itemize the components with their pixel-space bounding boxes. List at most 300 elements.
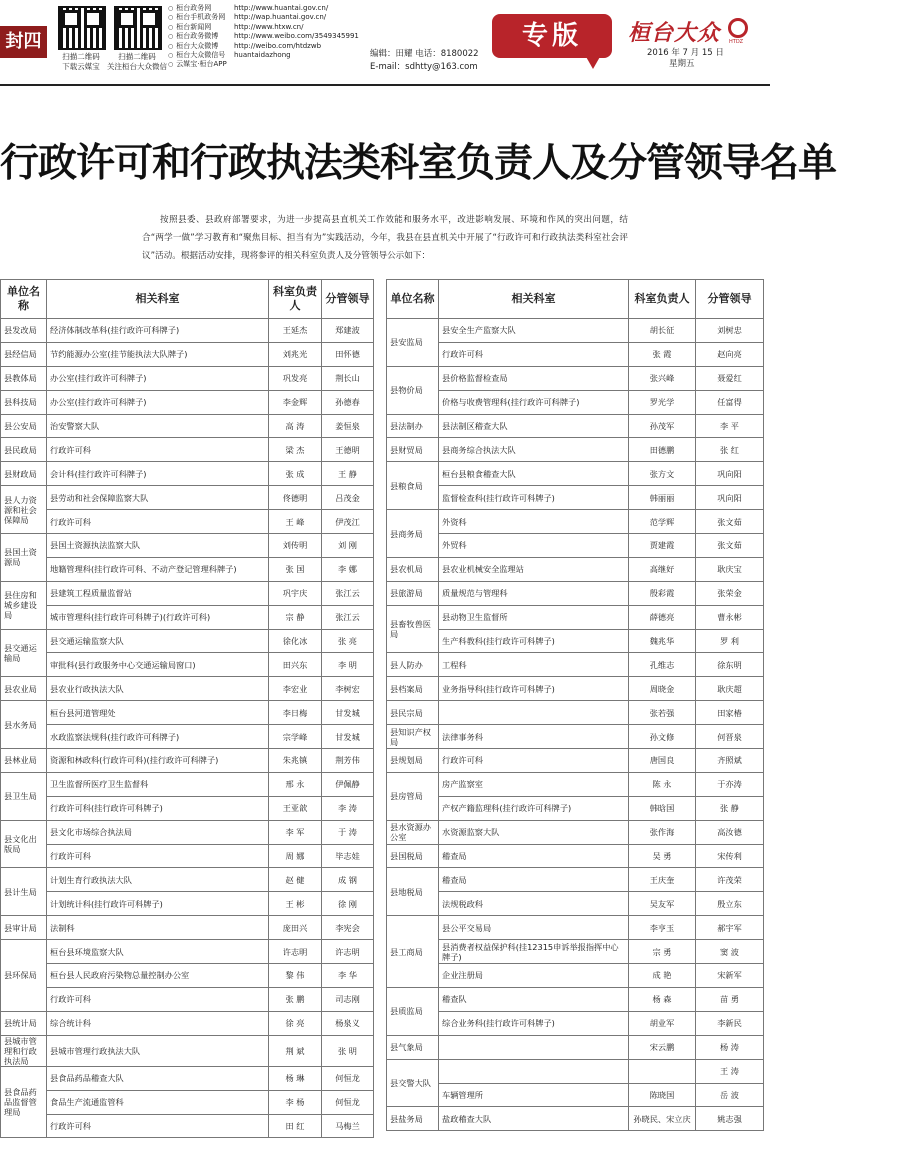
unit-name-cell: 县住房和城乡建设局 <box>1 581 47 629</box>
table-row <box>1 1114 374 1138</box>
table-row <box>387 892 764 916</box>
unit-name-cell: 县科技局 <box>1 390 47 414</box>
leader-cell: 成 钢 <box>322 868 374 892</box>
dept-cell: 法律事务科 <box>439 725 629 749</box>
leader-cell: 赵向亮 <box>696 342 764 366</box>
head-cell: 贾建霞 <box>629 534 696 558</box>
media-link-row[interactable]: ○ 桓台大众微信号 huantaidazhong <box>168 51 359 60</box>
table-row <box>387 701 764 725</box>
head-cell: 刘兆光 <box>269 342 322 366</box>
dept-cell: 县建筑工程质量监督站 <box>47 581 269 605</box>
table-row <box>1 486 374 510</box>
table-row <box>1 366 374 390</box>
head-cell: 邢 永 <box>269 772 322 796</box>
leader-cell: 毕志娃 <box>322 844 374 868</box>
head-cell: 孙文修 <box>629 725 696 749</box>
dept-cell: 卫生监督所医疗卫生监督科 <box>47 772 269 796</box>
head-cell: 胡业军 <box>629 1011 696 1035</box>
unit-name-cell: 县城市管理和行政执法局 <box>1 1035 47 1066</box>
leader-cell: 徐东明 <box>696 653 764 677</box>
table-row <box>1 629 374 653</box>
section-banner: 专版 <box>492 14 612 58</box>
leader-cell: 伊茂江 <box>322 510 374 534</box>
table-row <box>1 892 374 916</box>
head-cell: 孙晓民、宋立庆 <box>629 1107 696 1131</box>
leader-cell: 刘 刚 <box>322 534 374 558</box>
leader-cell: 张 红 <box>696 438 764 462</box>
dept-cell <box>439 1059 629 1083</box>
table-row <box>387 964 764 988</box>
intro-paragraph: 按照县委、县政府部署要求，为进一步提高县直机关工作效能和服务水平，改进影响发展、环境和作风的突出问题，结合“两学一做”学习教育和“聚焦目标、担当有为”实践活动，今年，我县在县直机关中开展了“行政许可和行政执法类科室社会评议”活动。根据活动安排，现将参评的相关科室负责人及分管领导公示如下： <box>142 215 628 261</box>
unit-name-cell: 县文化出版局 <box>1 820 47 868</box>
head-cell: 王 彬 <box>269 892 322 916</box>
table-row <box>387 1083 764 1107</box>
table-row <box>1 462 374 486</box>
leader-cell: 孙德春 <box>322 390 374 414</box>
head-cell: 李 军 <box>269 820 322 844</box>
table-row <box>1 940 374 964</box>
dept-cell: 地籍管理科(挂行政许可科、不动产登记管理科牌子) <box>47 557 269 581</box>
leader-cell: 李 明 <box>322 653 374 677</box>
page-tag: 封四 <box>0 26 47 58</box>
head-cell: 佟德明 <box>269 486 322 510</box>
unit-name-cell: 县人力资源和社会保障局 <box>1 486 47 534</box>
leader-cell: 任富得 <box>696 390 764 414</box>
unit-name-cell: 县知识产权局 <box>387 725 439 749</box>
head-cell <box>629 1059 696 1083</box>
head-cell: 陈 永 <box>629 772 696 796</box>
dept-cell: 县价格监督检查局 <box>439 366 629 390</box>
head-cell: 巩发亮 <box>269 366 322 390</box>
head-cell: 王庆奎 <box>629 868 696 892</box>
dept-cell: 行政许可科 <box>47 510 269 534</box>
head-cell: 吴 勇 <box>629 844 696 868</box>
media-link-row[interactable]: ○ 桓台手机政务网 http://wap.huantai.gov.cn/ <box>168 13 359 22</box>
table-row <box>1 1011 374 1035</box>
table-row <box>387 844 764 868</box>
dept-cell: 水政监察法规科(挂行政许可科牌子) <box>47 725 269 749</box>
leader-cell: 岳 波 <box>696 1083 764 1107</box>
dept-cell: 县动物卫生监督所 <box>439 605 629 629</box>
leader-cell: 曹永彬 <box>696 605 764 629</box>
media-link-row[interactable]: ○ 桓台新闻网 http://www.htxw.cn/ <box>168 23 359 32</box>
head-cell: 李亨玉 <box>629 916 696 940</box>
head-cell: 庞田兴 <box>269 916 322 940</box>
head-cell: 李 杨 <box>269 1090 322 1114</box>
leader-cell: 徐 刚 <box>322 892 374 916</box>
media-link-row[interactable]: ○ 桓台政务微博 http://www.weibo.com/3549345991 <box>168 32 359 41</box>
header-rule <box>0 84 770 86</box>
unit-name-cell: 县统计局 <box>1 1011 47 1035</box>
unit-name-cell: 县物价局 <box>387 366 439 414</box>
unit-name-cell: 县财政局 <box>1 462 47 486</box>
head-cell: 周晓金 <box>629 677 696 701</box>
table-row <box>387 510 764 534</box>
leader-cell: 李 涛 <box>322 796 374 820</box>
head-cell: 孙茂军 <box>629 414 696 438</box>
dept-cell: 法规税政科 <box>439 892 629 916</box>
table-row <box>1 510 374 534</box>
leader-cell: 王 静 <box>322 462 374 486</box>
table-row <box>1 1090 374 1114</box>
dept-cell: 审批科(县行政服务中心交通运输局窗口) <box>47 653 269 677</box>
leader-cell: 许志明 <box>322 940 374 964</box>
dept-cell <box>439 701 629 725</box>
leader-cell: 杨泉义 <box>322 1011 374 1035</box>
head-cell: 王 峰 <box>269 510 322 534</box>
leader-cell: 巩向阳 <box>696 462 764 486</box>
table-row <box>1 725 374 749</box>
unit-name-cell: 县盐务局 <box>387 1107 439 1131</box>
leader-cell: 李树宏 <box>322 677 374 701</box>
leader-cell: 耿庆超 <box>696 677 764 701</box>
unit-name-cell: 县审计局 <box>1 916 47 940</box>
col-header-dept: 相关科室 <box>439 280 629 319</box>
leader-cell: 罗 利 <box>696 629 764 653</box>
head-cell: 梁 杰 <box>269 438 322 462</box>
dept-cell: 经济体制改革科(挂行政许可科牌子) <box>47 319 269 343</box>
table-row <box>387 1035 764 1059</box>
table-row <box>387 557 764 581</box>
head-cell: 成 艳 <box>629 964 696 988</box>
table-row <box>387 605 764 629</box>
head-cell: 高继好 <box>629 557 696 581</box>
page-title: 行政许可和行政执法类科室负责人及分管领导名单 <box>0 140 837 186</box>
leader-cell: 许茂荣 <box>696 868 764 892</box>
dept-cell: 桓台县粮食稽查大队 <box>439 462 629 486</box>
leader-cell: 李宪会 <box>322 916 374 940</box>
col-header-head: 科室负责人 <box>629 280 696 319</box>
dept-cell: 资源和林政科(行政许可科)(挂行政许可科牌子) <box>47 749 269 773</box>
dept-cell: 车辆管理所 <box>439 1083 629 1107</box>
leader-cell: 宋传利 <box>696 844 764 868</box>
leader-cell: 于亦涛 <box>696 772 764 796</box>
dept-cell: 城市管理科(挂行政许可科牌子)(行政许可科) <box>47 605 269 629</box>
col-header-leader: 分管领导 <box>322 280 374 319</box>
leader-cell: 苗 勇 <box>696 987 764 1011</box>
head-cell: 张 霞 <box>629 342 696 366</box>
dept-cell: 产权产籍监理科(挂行政许可科牌子) <box>439 796 629 820</box>
leader-cell: 张 亮 <box>322 629 374 653</box>
dept-cell: 办公室(挂行政许可科牌子) <box>47 366 269 390</box>
unit-name-cell: 县林业局 <box>1 749 47 773</box>
unit-name-cell: 县农机局 <box>387 557 439 581</box>
leader-cell: 田家椿 <box>696 701 764 725</box>
head-cell: 陈晓国 <box>629 1083 696 1107</box>
dept-cell: 房产监察室 <box>439 772 629 796</box>
issue-date: 2016 年 7 月 15 日 星期五 <box>647 48 724 69</box>
head-cell: 杨 琳 <box>269 1066 322 1090</box>
leader-cell: 李 平 <box>696 414 764 438</box>
dept-cell: 行政许可科(挂行政许可科牌子) <box>47 796 269 820</box>
dept-cell: 行政许可科 <box>47 438 269 462</box>
head-cell: 张作海 <box>629 820 696 844</box>
leader-cell: 张 明 <box>322 1035 374 1066</box>
col-header-unit: 单位名称 <box>1 280 47 319</box>
unit-name-cell: 县安监局 <box>387 319 439 367</box>
unit-name-cell: 县商务局 <box>387 510 439 558</box>
dept-cell: 食品生产流通监管科 <box>47 1090 269 1114</box>
leader-cell: 司志刚 <box>322 987 374 1011</box>
dept-cell: 工程科 <box>439 653 629 677</box>
head-cell: 胡长征 <box>629 319 696 343</box>
leader-cell: 姚志强 <box>696 1107 764 1131</box>
media-links <box>168 4 359 70</box>
media-link-row[interactable]: ○ 桓台大众微博 http://weibo.com/htdzwb <box>168 42 359 51</box>
head-cell: 黎 伟 <box>269 964 322 988</box>
leader-cell: 殷立东 <box>696 892 764 916</box>
table-row <box>387 916 764 940</box>
head-cell: 宗 静 <box>269 605 322 629</box>
head-cell: 周 娜 <box>269 844 322 868</box>
dept-cell: 法制科 <box>47 916 269 940</box>
table-header-row <box>387 280 764 319</box>
table-row <box>387 1011 764 1035</box>
leader-cell: 齐照斌 <box>696 749 764 773</box>
table-row <box>387 1107 764 1131</box>
table-row <box>387 820 764 844</box>
unit-name-cell: 县经信局 <box>1 342 47 366</box>
head-cell: 张 鹏 <box>269 987 322 1011</box>
head-cell: 魏兆华 <box>629 629 696 653</box>
leader-cell: 吕茂金 <box>322 486 374 510</box>
leader-cell: 王德明 <box>322 438 374 462</box>
table-header-row <box>1 280 374 319</box>
col-header-head: 科室负责人 <box>269 280 322 319</box>
dept-cell: 计划生育行政执法大队 <box>47 868 269 892</box>
dept-cell: 综合统计科 <box>47 1011 269 1035</box>
dept-cell: 行政许可科 <box>439 749 629 773</box>
roster-table-left <box>0 279 374 1138</box>
table-row <box>1 916 374 940</box>
head-cell: 田兴东 <box>269 653 322 677</box>
dept-cell: 外资科 <box>439 510 629 534</box>
dept-cell: 县劳动和社会保障监察大队 <box>47 486 269 510</box>
head-cell: 朱兆镇 <box>269 749 322 773</box>
head-cell: 范学辉 <box>629 510 696 534</box>
table-row <box>1 987 374 1011</box>
head-cell: 田德鹏 <box>629 438 696 462</box>
unit-name-cell: 县农业局 <box>1 677 47 701</box>
dept-cell <box>439 1035 629 1059</box>
table-row <box>1 438 374 462</box>
leader-cell: 张江云 <box>322 605 374 629</box>
col-header-leader: 分管领导 <box>696 280 764 319</box>
unit-name-cell: 县房管局 <box>387 772 439 820</box>
dept-cell: 盐政稽查大队 <box>439 1107 629 1131</box>
dept-cell: 桓台县环境监察大队 <box>47 940 269 964</box>
table-row <box>387 486 764 510</box>
leader-cell: 甘发城 <box>322 725 374 749</box>
head-cell: 薛德亮 <box>629 605 696 629</box>
dept-cell: 综合业务科(挂行政许可科牌子) <box>439 1011 629 1035</box>
dept-cell: 稽查局 <box>439 868 629 892</box>
dept-cell: 县消费者权益保护科(挂12315申诉举报指挥中心牌子) <box>439 940 629 964</box>
table-row <box>1 390 374 414</box>
head-cell: 高 涛 <box>269 414 322 438</box>
col-header-dept: 相关科室 <box>47 280 269 319</box>
leader-cell: 巩向阳 <box>696 486 764 510</box>
head-cell: 杨 森 <box>629 987 696 1011</box>
leader-cell: 宋新军 <box>696 964 764 988</box>
table-row <box>387 796 764 820</box>
leader-cell: 甘发城 <box>322 701 374 725</box>
leader-cell: 高汝德 <box>696 820 764 844</box>
head-cell: 李金辉 <box>269 390 322 414</box>
leader-cell: 郑建波 <box>322 319 374 343</box>
dept-cell: 治安警察大队 <box>47 414 269 438</box>
unit-name-cell: 县交警大队 <box>387 1059 439 1107</box>
leader-cell: 窦 波 <box>696 940 764 964</box>
unit-name-cell: 县水资源办公室 <box>387 820 439 844</box>
unit-name-cell: 县档案局 <box>387 677 439 701</box>
dept-cell: 会计科(挂行政许可科牌子) <box>47 462 269 486</box>
unit-name-cell: 县卫生局 <box>1 772 47 820</box>
dept-cell: 行政许可科 <box>439 342 629 366</box>
unit-name-cell: 县畜牧兽医局 <box>387 605 439 653</box>
unit-name-cell: 县旅游局 <box>387 581 439 605</box>
table-row <box>1 868 374 892</box>
table-row <box>387 462 764 486</box>
dept-cell: 县食品药品稽查大队 <box>47 1066 269 1090</box>
logo-subtext: HTDZ <box>729 39 744 45</box>
head-cell: 张兴峰 <box>629 366 696 390</box>
table-row <box>387 772 764 796</box>
table-row <box>387 653 764 677</box>
leader-cell: 王 涛 <box>696 1059 764 1083</box>
head-cell: 王亚歆 <box>269 796 322 820</box>
newspaper-masthead: 桓台大众 <box>628 20 721 46</box>
table-row <box>1 1035 374 1066</box>
leader-cell: 张江云 <box>322 581 374 605</box>
head-cell: 张 成 <box>269 462 322 486</box>
dept-cell: 价格与收费管理科(挂行政许可科牌子) <box>439 390 629 414</box>
unit-name-cell: 县民政局 <box>1 438 47 462</box>
table-row <box>387 749 764 773</box>
head-cell: 张方文 <box>629 462 696 486</box>
unit-name-cell: 县粮食局 <box>387 462 439 510</box>
leader-cell: 何恒龙 <box>322 1090 374 1114</box>
table-row <box>1 701 374 725</box>
head-cell: 王延杰 <box>269 319 322 343</box>
unit-name-cell: 县民宗局 <box>387 701 439 725</box>
dept-cell: 稽查局 <box>439 844 629 868</box>
dept-cell: 县城市管理行政执法大队 <box>47 1035 269 1066</box>
table-row <box>387 1059 764 1083</box>
unit-name-cell: 县人防办 <box>387 653 439 677</box>
table-row <box>387 366 764 390</box>
unit-name-cell: 县国税局 <box>387 844 439 868</box>
dept-cell: 行政许可科 <box>47 987 269 1011</box>
table-row <box>1 534 374 558</box>
table-row <box>387 868 764 892</box>
table-row <box>1 653 374 677</box>
head-cell: 许志明 <box>269 940 322 964</box>
unit-name-cell: 县地税局 <box>387 868 439 916</box>
head-cell: 韩丽丽 <box>629 486 696 510</box>
leader-cell: 何晋泉 <box>696 725 764 749</box>
leader-cell: 马梅兰 <box>322 1114 374 1138</box>
table-row <box>1 581 374 605</box>
head-cell: 宗 勇 <box>629 940 696 964</box>
col-header-unit: 单位名称 <box>387 280 439 319</box>
dept-cell: 水资源监察大队 <box>439 820 629 844</box>
table-row <box>1 749 374 773</box>
page-header <box>0 0 770 86</box>
head-cell: 巩宇庆 <box>269 581 322 605</box>
leader-cell: 李 娜 <box>322 557 374 581</box>
table-row <box>387 390 764 414</box>
leader-cell: 张荣金 <box>696 581 764 605</box>
dept-cell: 县安全生产监察大队 <box>439 319 629 343</box>
unit-name-cell: 县水务局 <box>1 701 47 749</box>
dept-cell: 业务指导科(挂行政许可科牌子) <box>439 677 629 701</box>
media-link-row[interactable]: ○ 桓台政务网 http://www.huantai.gov.cn/ <box>168 4 359 13</box>
dept-cell: 外贸科 <box>439 534 629 558</box>
table-row <box>387 414 764 438</box>
unit-name-cell: 县教体局 <box>1 366 47 390</box>
leader-cell: 刘树忠 <box>696 319 764 343</box>
dept-cell: 节约能源办公室(挂节能执法大队牌子) <box>47 342 269 366</box>
qr-code-app <box>58 6 106 50</box>
head-cell: 罗光学 <box>629 390 696 414</box>
editor-contact: 编辑：田耀 电话：8180022 E-mail：sdhtty@163.com <box>370 49 479 72</box>
unit-name-cell: 县法制办 <box>387 414 439 438</box>
table-row <box>1 342 374 366</box>
head-cell: 张若强 <box>629 701 696 725</box>
table-row <box>387 581 764 605</box>
dept-cell: 行政许可科 <box>47 1114 269 1138</box>
leader-cell: 李新民 <box>696 1011 764 1035</box>
qr-caption-app: 扫描二维码 下载云媒宝 <box>62 52 100 71</box>
dept-cell: 质量规范与管理科 <box>439 581 629 605</box>
table-row <box>387 342 764 366</box>
table-row <box>387 987 764 1011</box>
leader-cell: 张文茹 <box>696 534 764 558</box>
table-row <box>387 629 764 653</box>
leader-cell: 荆芳伟 <box>322 749 374 773</box>
head-cell: 唐国良 <box>629 749 696 773</box>
table-row <box>387 438 764 462</box>
dept-cell: 县文化市场综合执法局 <box>47 820 269 844</box>
media-link-row[interactable]: ○ 云媒宝·桓台APP <box>168 60 359 69</box>
unit-name-cell: 县气象局 <box>387 1035 439 1059</box>
newspaper-logo-icon <box>728 18 748 38</box>
leader-cell: 李 华 <box>322 964 374 988</box>
leader-cell: 荆长山 <box>322 366 374 390</box>
unit-name-cell: 县环保局 <box>1 940 47 1012</box>
table-row <box>1 964 374 988</box>
dept-cell: 县农业机械安全监理站 <box>439 557 629 581</box>
leader-cell: 姜恒泉 <box>322 414 374 438</box>
head-cell: 李日梅 <box>269 701 322 725</box>
dept-cell: 监督检查科(挂行政许可科牌子) <box>439 486 629 510</box>
dept-cell: 县法制区稽查大队 <box>439 414 629 438</box>
table-row <box>1 1066 374 1090</box>
leader-cell: 郝宇军 <box>696 916 764 940</box>
unit-name-cell: 县国土资源局 <box>1 534 47 582</box>
leader-cell: 何恒龙 <box>322 1066 374 1090</box>
roster-table-right <box>386 279 764 1131</box>
leader-cell: 耿庆宝 <box>696 557 764 581</box>
dept-cell: 县交通运输监察大队 <box>47 629 269 653</box>
head-cell: 徐化冰 <box>269 629 322 653</box>
table-row <box>1 844 374 868</box>
head-cell: 韩晗国 <box>629 796 696 820</box>
head-cell: 张 国 <box>269 557 322 581</box>
unit-name-cell: 县发改局 <box>1 319 47 343</box>
leader-cell: 伊佩静 <box>322 772 374 796</box>
